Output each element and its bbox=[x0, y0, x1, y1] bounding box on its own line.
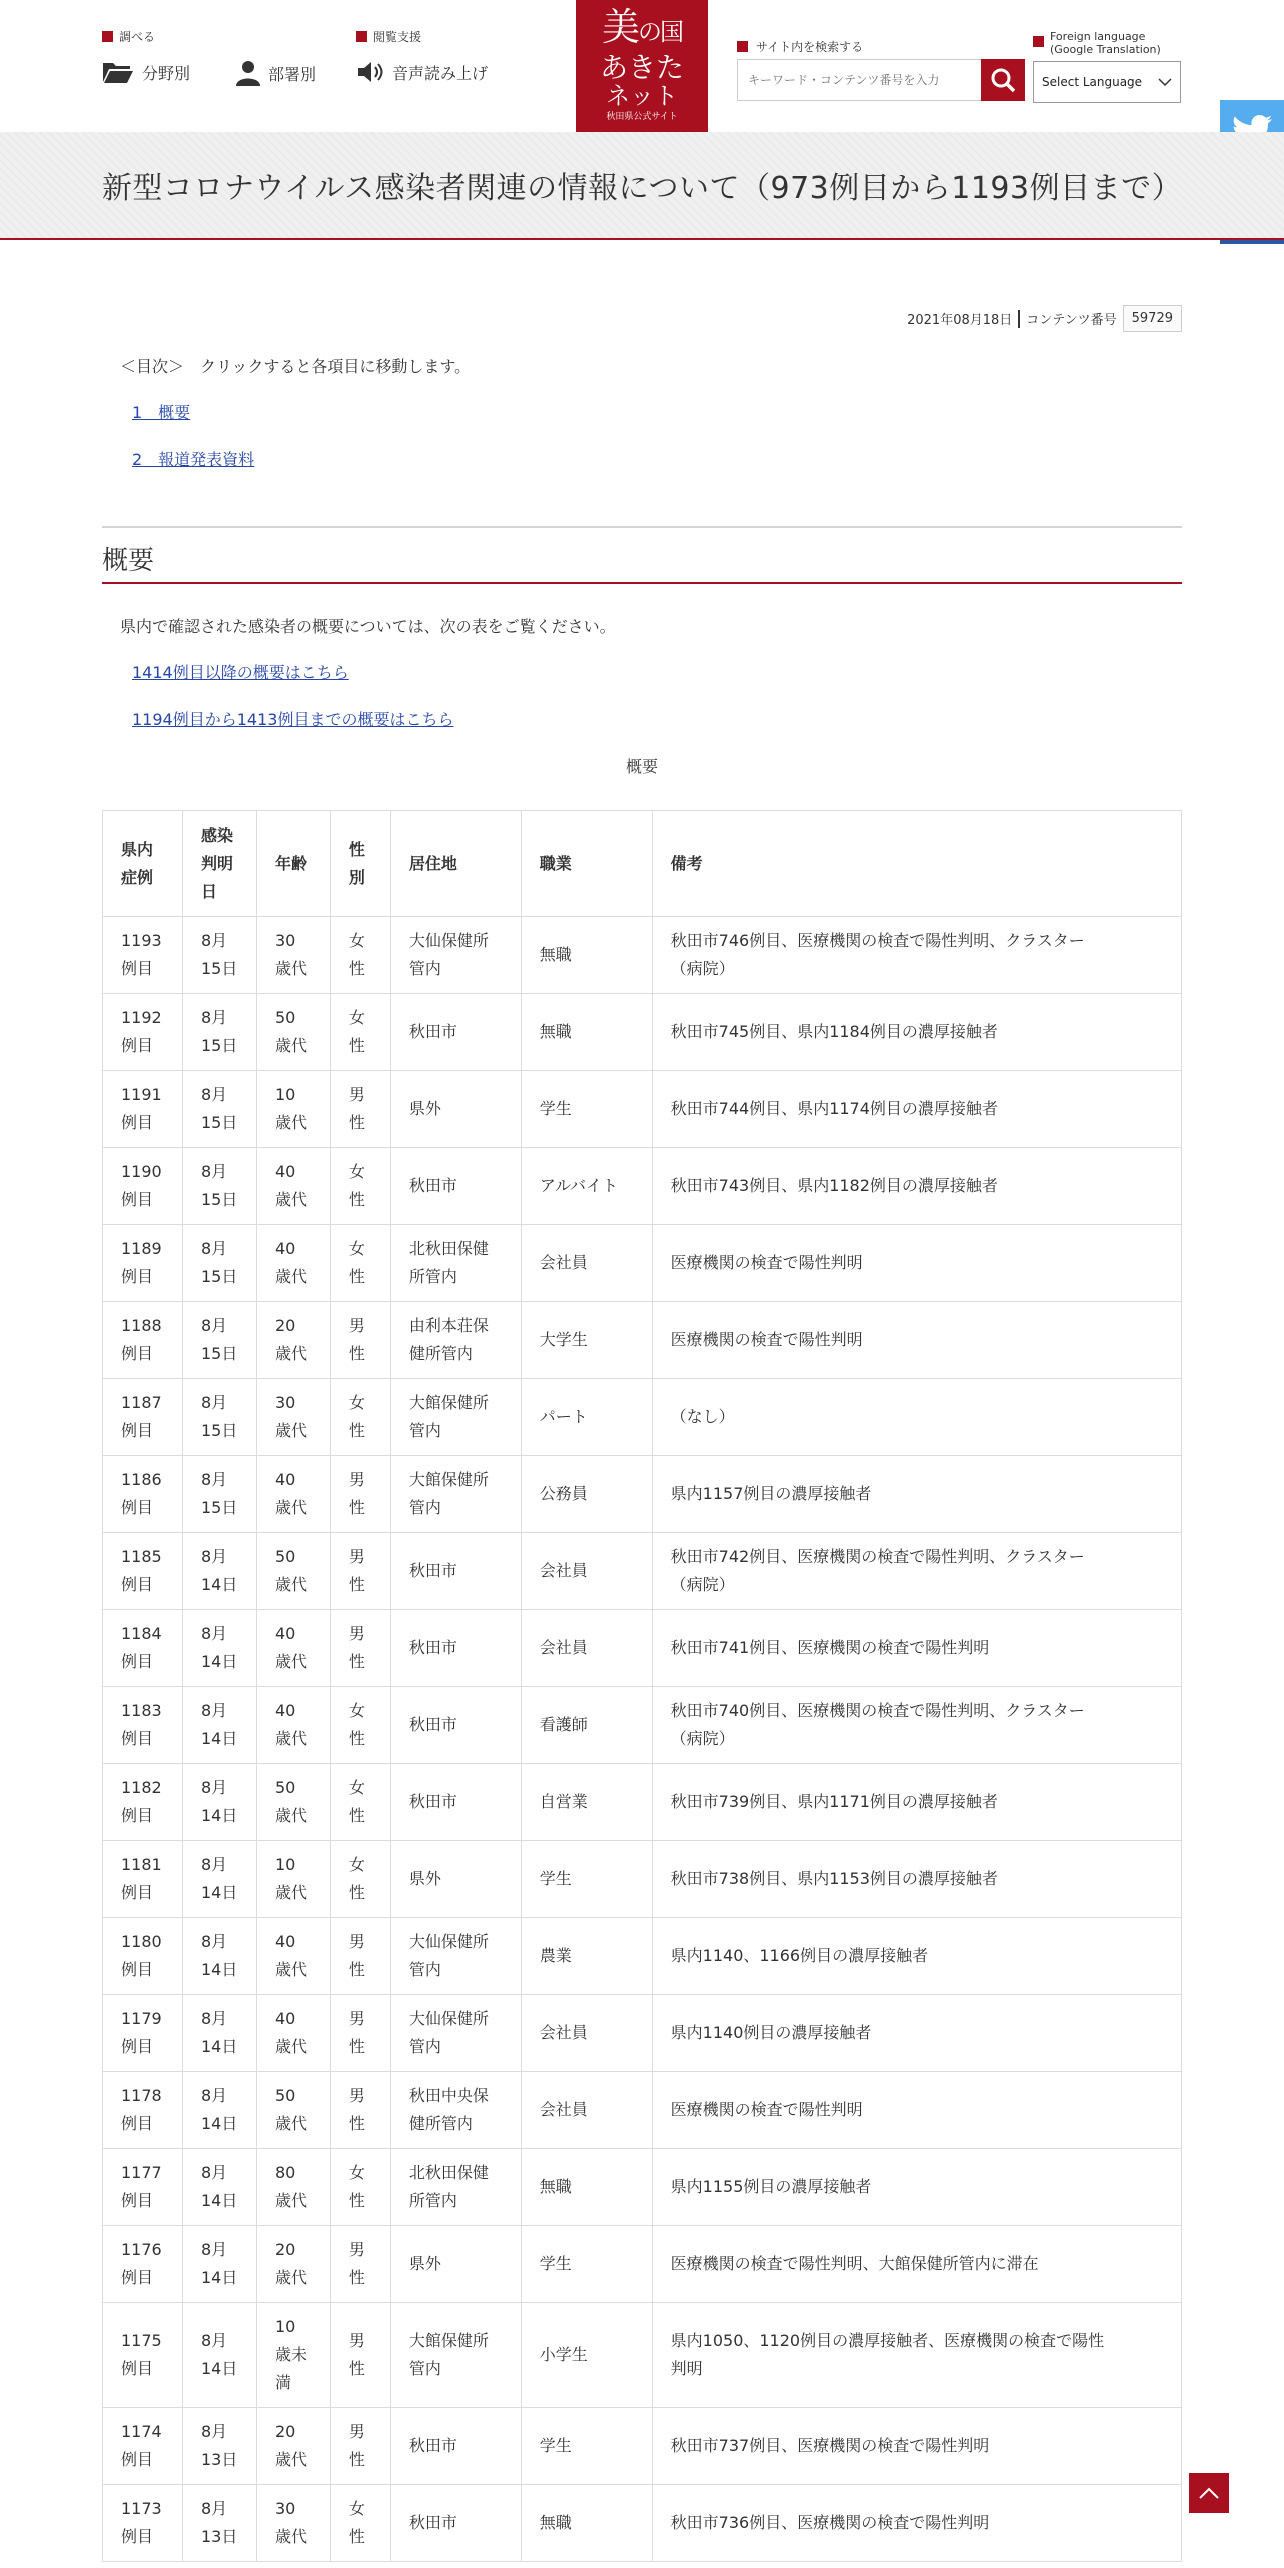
lang-label: Foreign language (Google Translation) bbox=[1033, 30, 1161, 56]
table-body bbox=[103, 917, 1182, 2562]
table-cell: 女 性 bbox=[330, 1764, 390, 1841]
table-cell: 1177 例目 bbox=[103, 2149, 183, 2226]
table-cell: 県内1157例目の濃厚接触者 bbox=[652, 1456, 1181, 1533]
toc-intro: ＜目次＞ クリックすると各項目に移動します。 bbox=[120, 357, 471, 376]
table-cell: 8月 15日 bbox=[182, 1071, 256, 1148]
table-cell: 1180 例目 bbox=[103, 1918, 183, 1995]
table-cell: 看護師 bbox=[521, 1687, 652, 1764]
table-cell: 大館保健所 管内 bbox=[390, 1379, 521, 1456]
table-cell: 50 歳代 bbox=[256, 994, 330, 1071]
back-to-top-button[interactable] bbox=[1189, 2473, 1229, 2513]
table-cell: 40 歳代 bbox=[256, 1995, 330, 2072]
table-cell: 1174 例目 bbox=[103, 2408, 183, 2485]
table-header-cell: 年齢 bbox=[256, 811, 330, 917]
table-cell: 20 歳代 bbox=[256, 1302, 330, 1379]
table-cell: 女 性 bbox=[330, 994, 390, 1071]
table-cell: 男 性 bbox=[330, 1456, 390, 1533]
table-cell: 秋田中央保 健所管内 bbox=[390, 2072, 521, 2149]
table-cell: 会社員 bbox=[521, 2072, 652, 2149]
table-cell: 男 性 bbox=[330, 1995, 390, 2072]
table-cell: 8月 14日 bbox=[182, 2226, 256, 2303]
table-cell: 男 性 bbox=[330, 1610, 390, 1687]
table-cell: （なし） bbox=[652, 1379, 1181, 1456]
table-cell: 秋田市743例目、県内1182例目の濃厚接触者 bbox=[652, 1148, 1181, 1225]
table-cell: 男 性 bbox=[330, 2072, 390, 2149]
page-title: 新型コロナウイルス感染者関連の情報について（973例目から1193例目まで） bbox=[101, 171, 1183, 206]
table-cell: 秋田市 bbox=[390, 994, 521, 1071]
table-row bbox=[103, 1841, 1182, 1918]
table-cell: 秋田市746例目、医療機関の検査で陽性判明、クラスター （病院） bbox=[652, 917, 1181, 994]
table-cell: 20 歳代 bbox=[256, 2226, 330, 2303]
table-cell: 1190 例目 bbox=[103, 1148, 183, 1225]
table-row bbox=[103, 994, 1182, 1071]
table-cell: 1182 例目 bbox=[103, 1764, 183, 1841]
table-row bbox=[103, 1918, 1182, 1995]
table-cell: 50 歳代 bbox=[256, 1533, 330, 1610]
table-cell: 県内1050、1120例目の濃厚接触者、医療機関の検査で陽性 判明 bbox=[652, 2303, 1181, 2408]
table-header-cell: 県内 症例 bbox=[103, 811, 183, 917]
table-cell: 8月 14日 bbox=[182, 2072, 256, 2149]
speaker-icon bbox=[356, 60, 384, 84]
table-cell: 大仙保健所 管内 bbox=[390, 1918, 521, 1995]
meta-separator bbox=[1018, 310, 1020, 328]
content-number: 59729 bbox=[1123, 305, 1182, 332]
person-icon bbox=[236, 60, 260, 86]
table-cell: 県外 bbox=[390, 1841, 521, 1918]
link-after-1414[interactable]: 1414例目以降の概要はこちら bbox=[132, 663, 349, 682]
table-cell: パート bbox=[521, 1379, 652, 1456]
table-cell: 1183 例目 bbox=[103, 1687, 183, 1764]
table-cell: 1179 例目 bbox=[103, 1995, 183, 2072]
table-cell: 医療機関の検査で陽性判明 bbox=[652, 1302, 1181, 1379]
section-underline bbox=[102, 582, 1182, 584]
table-cell: 秋田市 bbox=[390, 2408, 521, 2485]
table-cell: 女 性 bbox=[330, 1379, 390, 1456]
onsei-link[interactable]: 音声読み上げ bbox=[356, 60, 488, 84]
table-cell: 女 性 bbox=[330, 1225, 390, 1302]
search-button[interactable] bbox=[981, 59, 1025, 101]
chevron-up-icon bbox=[1198, 2486, 1220, 2500]
table-cell: 1176 例目 bbox=[103, 2226, 183, 2303]
table-cell: 女 性 bbox=[330, 1148, 390, 1225]
table-cell: 30 歳代 bbox=[256, 917, 330, 994]
table-cell: 男 性 bbox=[330, 1918, 390, 1995]
table-cell: 1191 例目 bbox=[103, 1071, 183, 1148]
table-cell: 40 歳代 bbox=[256, 1456, 330, 1533]
table-cell: 8月 14日 bbox=[182, 1687, 256, 1764]
table-cell: 大館保健所 管内 bbox=[390, 2303, 521, 2408]
table-cell: 女 性 bbox=[330, 1841, 390, 1918]
toc-link-press-release[interactable]: 2 報道発表資料 bbox=[132, 450, 255, 469]
table-cell: 80 歳代 bbox=[256, 2149, 330, 2226]
table-cell: 公務員 bbox=[521, 1456, 652, 1533]
page-meta bbox=[907, 305, 1182, 332]
table-row bbox=[103, 2226, 1182, 2303]
table-header-cell: 感染 判明 日 bbox=[182, 811, 256, 917]
table-row bbox=[103, 1456, 1182, 1533]
table-cell: 北秋田保健 所管内 bbox=[390, 1225, 521, 1302]
table-cell: 秋田市 bbox=[390, 1610, 521, 1687]
table-cell: 8月 14日 bbox=[182, 1764, 256, 1841]
table-row bbox=[103, 2303, 1182, 2408]
section-title: 概要 bbox=[102, 546, 155, 576]
table-header-cell: 備考 bbox=[652, 811, 1181, 917]
table-cell: 1193 例目 bbox=[103, 917, 183, 994]
table-cell: 秋田市 bbox=[390, 1687, 521, 1764]
chevron-down-icon bbox=[1158, 77, 1172, 87]
table-cell: 8月 14日 bbox=[182, 1841, 256, 1918]
table-cell: 農業 bbox=[521, 1918, 652, 1995]
table-cell: 女 性 bbox=[330, 2149, 390, 2226]
table-cell: 学生 bbox=[521, 1071, 652, 1148]
table-cell: 1188 例目 bbox=[103, 1302, 183, 1379]
table-cell: 女 性 bbox=[330, 917, 390, 994]
table-row bbox=[103, 2149, 1182, 2226]
table-cell: 1181 例目 bbox=[103, 1841, 183, 1918]
table-cell: 県内1140、1166例目の濃厚接触者 bbox=[652, 1918, 1181, 1995]
search-label: サイト内を検索する bbox=[737, 38, 863, 55]
table-row bbox=[103, 1148, 1182, 1225]
table-caption: 概要 bbox=[625, 757, 658, 776]
table-row bbox=[103, 1071, 1182, 1148]
table-cell: 大館保健所 管内 bbox=[390, 1456, 521, 1533]
table-cell: 大仙保健所 管内 bbox=[390, 917, 521, 994]
table-cell: 8月 15日 bbox=[182, 1379, 256, 1456]
table-cell: 1185 例目 bbox=[103, 1533, 183, 1610]
table-row bbox=[103, 2072, 1182, 2149]
table-row bbox=[103, 1379, 1182, 1456]
table-cell: 秋田市744例目、県内1174例目の濃厚接触者 bbox=[652, 1071, 1181, 1148]
table-cell: 男 性 bbox=[330, 1533, 390, 1610]
table-cell: 男 性 bbox=[330, 2303, 390, 2408]
table-row bbox=[103, 1995, 1182, 2072]
table-cell: 8月 14日 bbox=[182, 1533, 256, 1610]
table-cell: 8月 15日 bbox=[182, 1302, 256, 1379]
table-cell: 学生 bbox=[521, 2408, 652, 2485]
table-cell: 県外 bbox=[390, 1071, 521, 1148]
table-row bbox=[103, 1764, 1182, 1841]
folder-icon bbox=[102, 60, 134, 84]
table-cell: 秋田市736例目、医療機関の検査で陽性判明 bbox=[652, 2485, 1181, 2562]
table-cell: 秋田市 bbox=[390, 1148, 521, 1225]
table-cell: 秋田市740例目、医療機関の検査で陽性判明、クラスター （病院） bbox=[652, 1687, 1181, 1764]
table-header-row bbox=[103, 811, 1182, 917]
table-cell: 秋田市739例目、県内1171例目の濃厚接触者 bbox=[652, 1764, 1181, 1841]
site-logo[interactable]: 美の国 あきた ネット 秋田県公式サイト bbox=[576, 0, 708, 132]
table-cell: 30 歳代 bbox=[256, 1379, 330, 1456]
table-row bbox=[103, 2408, 1182, 2485]
table-cell: 8月 15日 bbox=[182, 1225, 256, 1302]
content-number-label: コンテンツ番号 bbox=[1026, 313, 1117, 328]
table-cell: 自営業 bbox=[521, 1764, 652, 1841]
table-cell: 1192 例目 bbox=[103, 994, 183, 1071]
table-cell: 由利本荘保 健所管内 bbox=[390, 1302, 521, 1379]
table-cell: 秋田市741例目、医療機関の検査で陽性判明 bbox=[652, 1610, 1181, 1687]
table-cell: 小学生 bbox=[521, 2303, 652, 2408]
table-row bbox=[103, 1225, 1182, 1302]
table-cell: 40 歳代 bbox=[256, 1610, 330, 1687]
table-cell: 40 歳代 bbox=[256, 1148, 330, 1225]
table-cell: 8月 15日 bbox=[182, 994, 256, 1071]
table-cell: 8月 14日 bbox=[182, 1995, 256, 2072]
table-cell: 無職 bbox=[521, 917, 652, 994]
table-row bbox=[103, 1302, 1182, 1379]
table-cell: 8月 15日 bbox=[182, 917, 256, 994]
table-cell: アルバイト bbox=[521, 1148, 652, 1225]
table-cell: 無職 bbox=[521, 2485, 652, 2562]
table-cell: 8月 14日 bbox=[182, 2303, 256, 2408]
table-cell: 秋田市737例目、医療機関の検査で陽性判明 bbox=[652, 2408, 1181, 2485]
toc-link-overview[interactable]: 1 概要 bbox=[132, 403, 191, 422]
table-cell: 秋田市 bbox=[390, 2485, 521, 2562]
table-cell: 男 性 bbox=[330, 2226, 390, 2303]
table-cell: 秋田市742例目、医療機関の検査で陽性判明、クラスター （病院） bbox=[652, 1533, 1181, 1610]
busho-link[interactable]: 部署別 bbox=[236, 60, 316, 86]
table-cell: 男 性 bbox=[330, 1302, 390, 1379]
table-cell: 50 歳代 bbox=[256, 1764, 330, 1841]
table-cell: 会社員 bbox=[521, 1533, 652, 1610]
table-row bbox=[103, 917, 1182, 994]
table-cell: 30 歳代 bbox=[256, 2485, 330, 2562]
table-cell: 県内1140例目の濃厚接触者 bbox=[652, 1995, 1181, 2072]
table-cell: 10 歳代 bbox=[256, 1071, 330, 1148]
table-cell: 無職 bbox=[521, 2149, 652, 2226]
table-cell: 学生 bbox=[521, 1841, 652, 1918]
table-cell: 1178 例目 bbox=[103, 2072, 183, 2149]
table-cell: 50 歳代 bbox=[256, 2072, 330, 2149]
etsuran-label: 閲覧支援 bbox=[373, 30, 422, 44]
bunya-link[interactable]: 分野別 bbox=[102, 60, 190, 84]
table-cell: 8月 13日 bbox=[182, 2408, 256, 2485]
table-cell: 8月 15日 bbox=[182, 1148, 256, 1225]
table-cell: 8月 15日 bbox=[182, 1456, 256, 1533]
table-row bbox=[103, 1533, 1182, 1610]
table-header-cell: 性 別 bbox=[330, 811, 390, 917]
table-cell: 40 歳代 bbox=[256, 1918, 330, 1995]
table-cell: 女 性 bbox=[330, 2485, 390, 2562]
table-header-cell: 職業 bbox=[521, 811, 652, 917]
table-cell: 会社員 bbox=[521, 1995, 652, 2072]
search-icon bbox=[990, 67, 1016, 93]
table-cell: 無職 bbox=[521, 994, 652, 1071]
section-intro: 県内で確認された感染者の概要については、次の表をご覧ください。 bbox=[120, 617, 616, 636]
etsuran-group bbox=[356, 28, 421, 45]
table-cell: 8月 13日 bbox=[182, 2485, 256, 2562]
table-header-cell: 居住地 bbox=[390, 811, 521, 917]
table-cell: 1175 例目 bbox=[103, 2303, 183, 2408]
table-row bbox=[103, 2485, 1182, 2562]
table-cell: 医療機関の検査で陽性判明 bbox=[652, 1225, 1181, 1302]
table-cell: 北秋田保健 所管内 bbox=[390, 2149, 521, 2226]
search-input[interactable] bbox=[737, 59, 981, 101]
table-cell: 1186 例目 bbox=[103, 1456, 183, 1533]
table-cell: 1184 例目 bbox=[103, 1610, 183, 1687]
language-select[interactable]: Select Language bbox=[1033, 61, 1181, 103]
table-cell: 8月 14日 bbox=[182, 1918, 256, 1995]
table-cell: 男 性 bbox=[330, 1071, 390, 1148]
table-cell: 秋田市 bbox=[390, 1764, 521, 1841]
table-cell: 男 性 bbox=[330, 2408, 390, 2485]
table-cell: 10 歳代 bbox=[256, 1841, 330, 1918]
page-title-band bbox=[0, 132, 1284, 240]
table-cell: 8月 14日 bbox=[182, 1610, 256, 1687]
divider bbox=[102, 526, 1182, 528]
publish-date: 2021年08月18日 bbox=[907, 313, 1013, 328]
cases-table bbox=[102, 810, 1182, 2562]
table-cell: 20 歳代 bbox=[256, 2408, 330, 2485]
site-header bbox=[0, 0, 1284, 132]
table-cell: 1173 例目 bbox=[103, 2485, 183, 2562]
link-1194-1413[interactable]: 1194例目から1413例目までの概要はこちら bbox=[132, 710, 454, 729]
table-cell: 8月 14日 bbox=[182, 2149, 256, 2226]
table-cell: 秋田市 bbox=[390, 1533, 521, 1610]
table-cell: 会社員 bbox=[521, 1610, 652, 1687]
table-cell: 10 歳未 満 bbox=[256, 2303, 330, 2408]
shirabe-label: 調べる bbox=[119, 30, 156, 44]
table-cell: 会社員 bbox=[521, 1225, 652, 1302]
table-cell: 女 性 bbox=[330, 1687, 390, 1764]
table-cell: 学生 bbox=[521, 2226, 652, 2303]
table-cell: 大学生 bbox=[521, 1302, 652, 1379]
table-cell: 大仙保健所 管内 bbox=[390, 1995, 521, 2072]
shirabe-group bbox=[102, 28, 155, 45]
table-cell: 40 歳代 bbox=[256, 1687, 330, 1764]
table-cell: 医療機関の検査で陽性判明、大館保健所管内に滞在 bbox=[652, 2226, 1181, 2303]
table-cell: 40 歳代 bbox=[256, 1225, 330, 1302]
table-cell: 秋田市745例目、県内1184例目の濃厚接触者 bbox=[652, 994, 1181, 1071]
table-cell: 県内1155例目の濃厚接触者 bbox=[652, 2149, 1181, 2226]
table-cell: 1189 例目 bbox=[103, 1225, 183, 1302]
table-cell: 秋田市738例目、県内1153例目の濃厚接触者 bbox=[652, 1841, 1181, 1918]
table-cell: 1187 例目 bbox=[103, 1379, 183, 1456]
table-row bbox=[103, 1610, 1182, 1687]
table-row bbox=[103, 1687, 1182, 1764]
table-cell: 県外 bbox=[390, 2226, 521, 2303]
table-cell: 医療機関の検査で陽性判明 bbox=[652, 2072, 1181, 2149]
